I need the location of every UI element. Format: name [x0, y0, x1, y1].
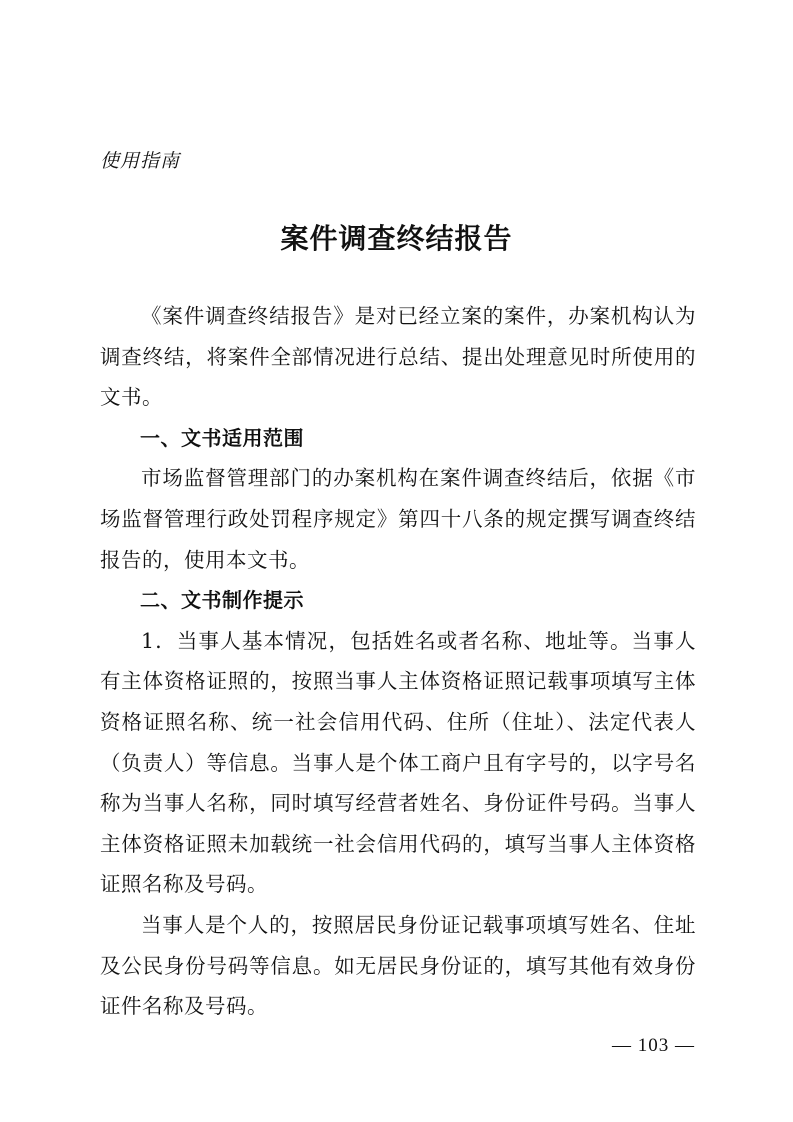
running-header: 使用指南: [100, 150, 181, 172]
intro-paragraph: 《案件调查终结报告》是对已经立案的案件，办案机构认为调查终结，将案件全部情况进行总结、提出处理意见时所使用的文书。: [100, 304, 696, 410]
section-heading-tips: 二、文书制作提示: [140, 588, 304, 613]
tips-item-1-continuation: 当事人是个人的，按照居民身份证记载事项填写姓名、住址及公民身份号码等信息。如无居民身份证的，填写其他有效身份证件名称及号码。: [100, 912, 696, 1019]
document-title: 案件调查终结报告: [280, 222, 513, 255]
page-number: — 103 —: [612, 1035, 695, 1056]
document-body: [100, 296, 696, 1027]
tips-item-1-paragraph: 1．当事人基本情况，包括姓名或者名称、地址等。当事人有主体资格证照的，按照当事人主体资格证照记载事项填写主体资格证照名称、统一社会信用代码、住所（住址）、法定代表人（负责人）等信息。当事人是个体工商户且有字号的，以字号名称为当事人名称，同时填写经营者姓名、身份证件号码。当事人主体资格证照未加载统一社会信用代码的，填写当事人主体资格证照名称及号码。: [100, 628, 696, 897]
scope-paragraph: 市场监督管理部门的办案机构在案件调查终结后，依据《市场监督管理行政处罚程序规定》第四十八条的规定撰写调查终结报告的，使用本文书。: [100, 466, 696, 572]
section-heading-scope: 一、文书适用范围: [140, 425, 304, 450]
